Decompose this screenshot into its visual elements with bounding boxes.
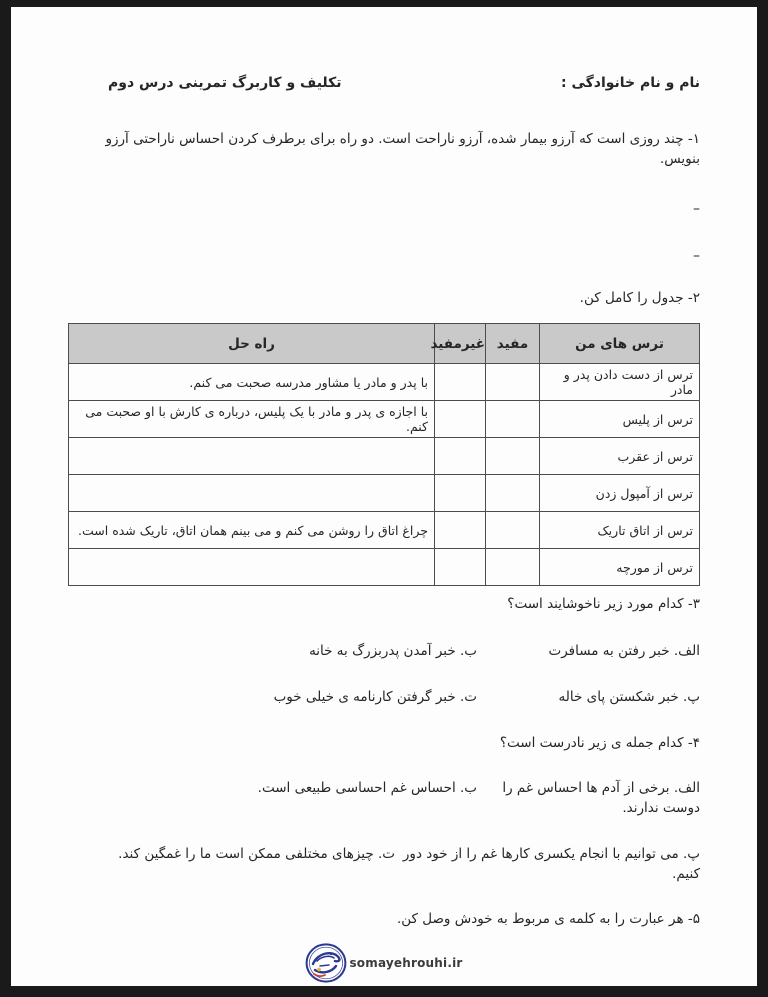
question-4: ۴- کدام جمله ی زیر نادرست است؟	[499, 735, 700, 751]
site-url: somayehrouhi.ir	[349, 956, 463, 970]
question-2: ۲- جدول را کامل کن.	[579, 290, 700, 306]
not-useful-cell	[435, 475, 486, 512]
solution-cell: با اجازه ی پدر و مادر با یک پلیس، درباره ی کارش با او صحبت می کنم.	[69, 401, 435, 438]
question-3: ۳- کدام مورد زیر ناخوشایند است؟	[507, 596, 700, 612]
table-row	[69, 475, 700, 512]
worksheet-title: تکلیف و کاربرگ تمرینی درس دوم	[108, 75, 342, 91]
q4-options-row-2	[68, 844, 700, 884]
not-useful-cell	[435, 438, 486, 475]
col-header-not-useful: غیرمفید	[435, 324, 486, 364]
solution-cell	[69, 549, 435, 586]
table-row	[69, 364, 700, 401]
q3-option-be: ب. خبر آمدن پدربزرگ به خانه	[309, 643, 477, 659]
not-useful-cell	[435, 549, 486, 586]
question-1: ۱- چند روزی است که آرزو بیمار شده، آرزو ناراحت است. دو راه برای برطرف کردن احساس ناراحتی آرزو بنویس.	[105, 131, 700, 167]
answer-dash-1: –	[693, 201, 700, 217]
not-useful-cell	[435, 512, 486, 549]
not-useful-cell	[435, 364, 486, 401]
fear-cell: ترس از اتاق تاریک	[540, 512, 700, 549]
table-header-row	[69, 324, 700, 364]
question-5: ۵- هر عبارت را به کلمه ی مربوط به خودش وصل کن.	[396, 911, 700, 927]
table-row	[69, 401, 700, 438]
solution-cell: با پدر و مادر یا مشاور مدرسه صحبت می کنم.	[69, 364, 435, 401]
q4-option-pe: پ. می توانیم با انجام یکسری کارها غم را از خود دور کنیم.	[402, 846, 700, 882]
site-logo-icon	[305, 943, 347, 983]
fear-cell: ترس از عقرب	[540, 438, 700, 475]
useful-cell	[486, 512, 540, 549]
q3-options-row-1	[68, 641, 700, 661]
q3-options-row-2	[68, 687, 700, 707]
fear-cell: ترس از مورچه	[540, 549, 700, 586]
site-footer	[11, 943, 757, 983]
solution-cell: چراغ اتاق را روشن می کنم و می بینم همان اتاق، تاریک شده است.	[69, 512, 435, 549]
table-row	[69, 549, 700, 586]
useful-cell	[486, 475, 540, 512]
solution-cell	[69, 438, 435, 475]
q4-option-be: ب. احساس غم احساسی طبیعی است.	[257, 780, 477, 796]
worksheet-page	[11, 7, 757, 986]
fear-cell: ترس از آمپول زدن	[540, 475, 700, 512]
q4-option-alef: الف. برخی از آدم ها احساس غم را دوست ندارند.	[502, 780, 700, 816]
answer-dash-2: –	[693, 248, 700, 264]
useful-cell	[486, 364, 540, 401]
q4-options-row-1	[68, 778, 700, 818]
q3-option-pe: پ. خبر شکستن پای خاله	[558, 689, 700, 705]
q3-option-alef: الف. خبر رفتن به مسافرت	[548, 643, 700, 659]
student-name-label: نام و نام خانوادگی :	[560, 75, 700, 91]
fears-table	[68, 323, 700, 586]
col-header-useful: مفید	[486, 324, 540, 364]
fear-cell: ترس از پلیس	[540, 401, 700, 438]
useful-cell	[486, 401, 540, 438]
col-header-fears: ترس های من	[540, 324, 700, 364]
fear-cell: ترس از دست دادن پدر و مادر	[540, 364, 700, 401]
solution-cell	[69, 475, 435, 512]
table-row	[69, 512, 700, 549]
col-header-solution: راه حل	[69, 324, 435, 364]
page-header	[68, 73, 700, 93]
useful-cell	[486, 438, 540, 475]
q4-option-te: ت. چیزهای مختلفی ممکن است ما را غمگین کند.	[118, 846, 395, 862]
q3-option-te: ت. خبر گرفتن کارنامه ی خیلی خوب	[273, 689, 477, 705]
not-useful-cell	[435, 401, 486, 438]
useful-cell	[486, 549, 540, 586]
table-row	[69, 438, 700, 475]
